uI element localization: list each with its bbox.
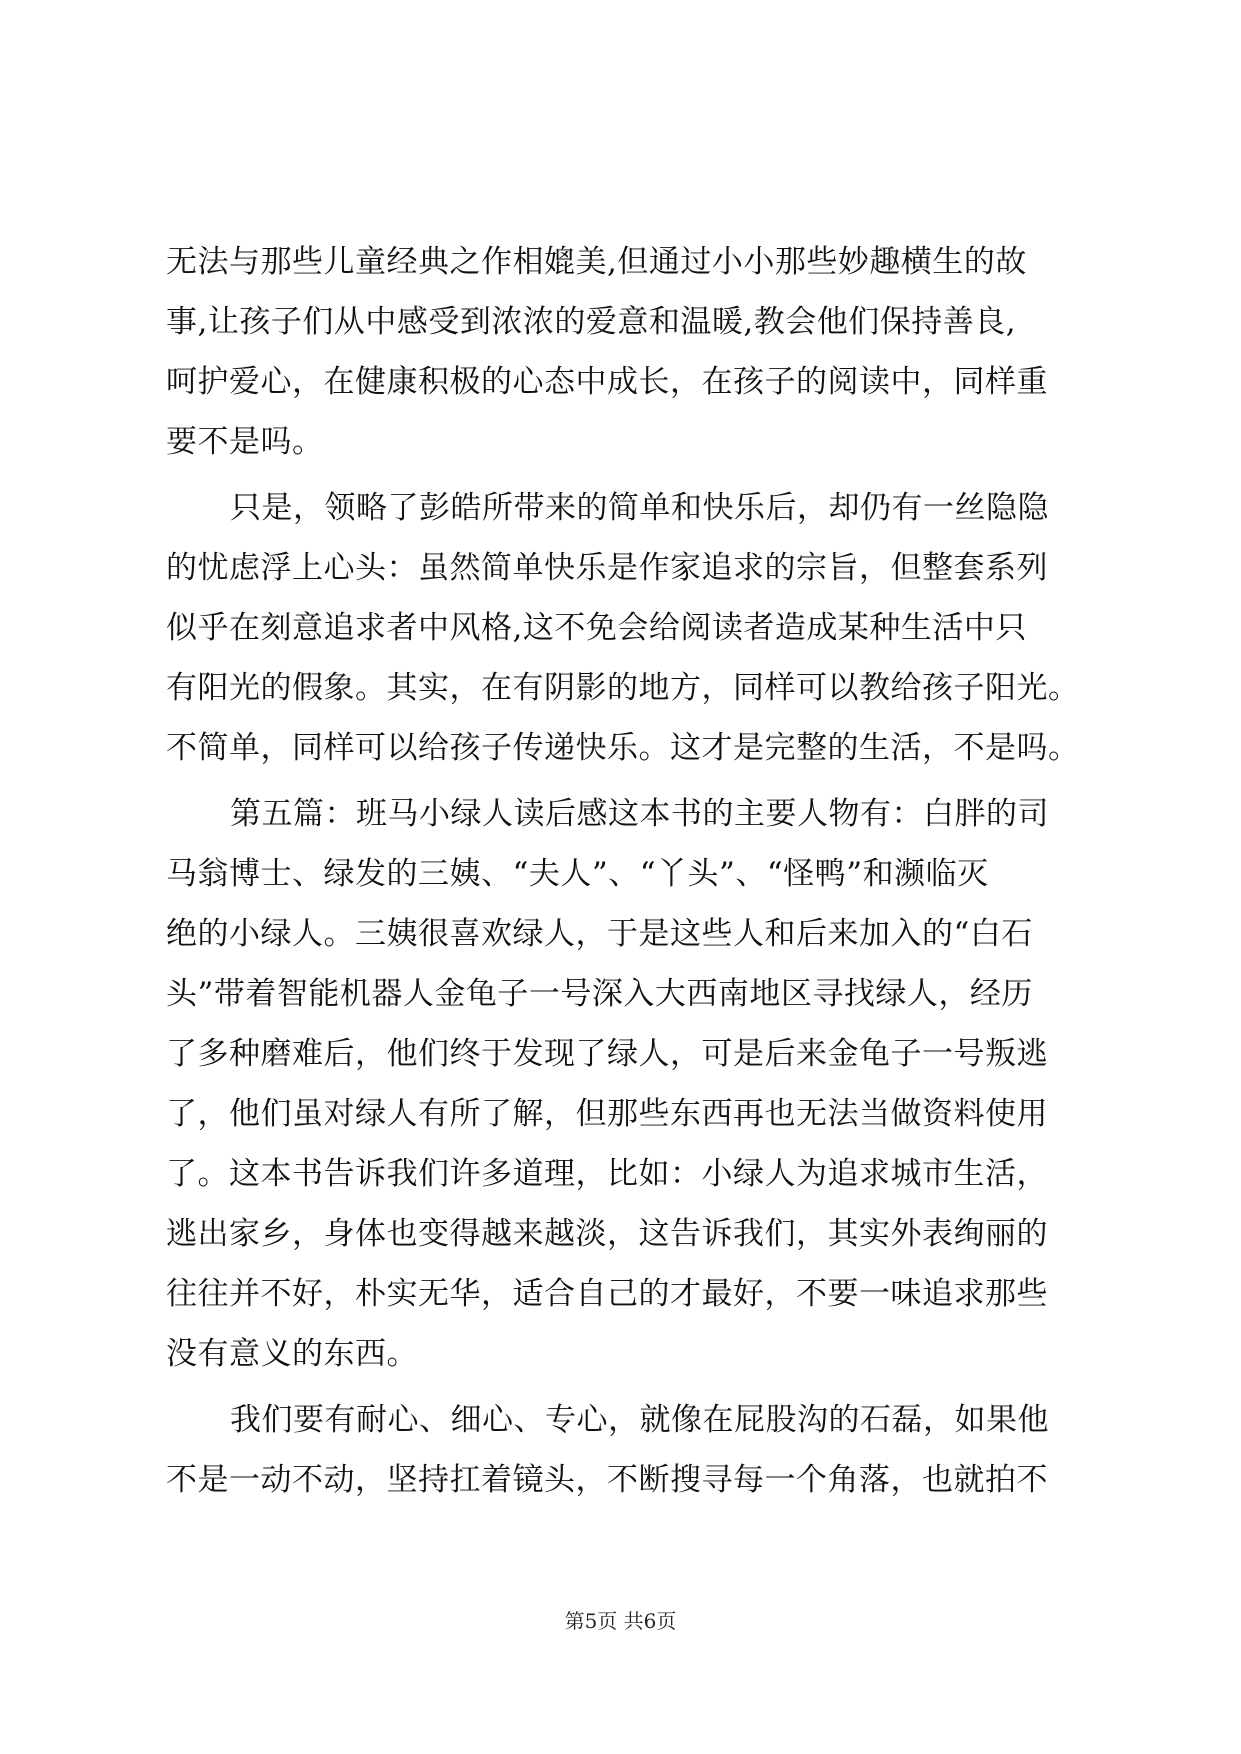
text-line: 了。这本书告诉我们许多道理，比如：小绿人为追求城市生活，	[166, 1156, 1048, 1192]
text-line: 似乎在刻意追求者中风格,这不免会给阅读者造成某种生活中只	[166, 610, 1027, 646]
text-line: 只是，领略了彭皓所带来的简单和快乐后，却仍有一丝隐隐	[230, 490, 1049, 526]
page-footer: 第5页 共6页	[564, 1609, 677, 1633]
text-line: 没有意义的东西。	[166, 1336, 418, 1372]
text-line: 呵护爱心，在健康积极的心态中成长，在孩子的阅读中，同样重	[166, 364, 1048, 400]
paragraph-1	[166, 232, 1088, 472]
text-line: 逃出家乡，身体也变得越来越淡，这告诉我们，其实外表绚丽的	[166, 1216, 1048, 1252]
text-line: 头”带着智能机器人金龟子一号深入大西南地区寻找绿人，经历	[166, 976, 1033, 1012]
paragraph-4	[166, 1390, 1088, 1510]
text-line: 不是一动不动，坚持扛着镜头，不断搜寻每一个角落，也就拍不	[166, 1462, 1048, 1498]
text-line: 要不是吗。	[166, 424, 324, 460]
paragraph-2	[166, 478, 1088, 778]
text-line: 绝的小绿人。三姨很喜欢绿人，于是这些人和后来加入的“白石	[166, 916, 1033, 952]
text-line: 了多种磨难后，他们终于发现了绿人，可是后来金龟子一号叛逃	[166, 1036, 1048, 1072]
text-line: 有阳光的假象。其实，在有阴影的地方，同样可以教给孩子阳光。	[166, 670, 1080, 706]
text-line: 第五篇：班马小绿人读后感这本书的主要人物有：白胖的司	[230, 796, 1049, 832]
body-text	[166, 232, 1088, 1510]
text-line: 马翁博士、绿发的三姨、“夫人”、“丫头”、“怪鸭”和濒临灭	[166, 856, 989, 892]
text-line: 无法与那些儿童经典之作相媲美,但通过小小那些妙趣横生的故	[166, 244, 1027, 280]
text-line: 我们要有耐心、细心、专心，就像在屁股沟的石磊，如果他	[230, 1402, 1049, 1438]
text-line: 的忧虑浮上心头：虽然简单快乐是作家追求的宗旨，但整套系列	[166, 550, 1048, 586]
text-line: 了，他们虽对绿人有所了解，但那些东西再也无法当做资料使用	[166, 1096, 1048, 1132]
text-line: 事,让孩子们从中感受到浓浓的爱意和温暖,教会他们保持善良,	[166, 304, 1017, 340]
text-line: 不简单，同样可以给孩子传递快乐。这才是完整的生活，不是吗。	[166, 730, 1080, 766]
paragraph-3	[166, 784, 1088, 1384]
text-line: 往往并不好，朴实无华，适合自己的才最好，不要一味追求那些	[166, 1276, 1048, 1312]
